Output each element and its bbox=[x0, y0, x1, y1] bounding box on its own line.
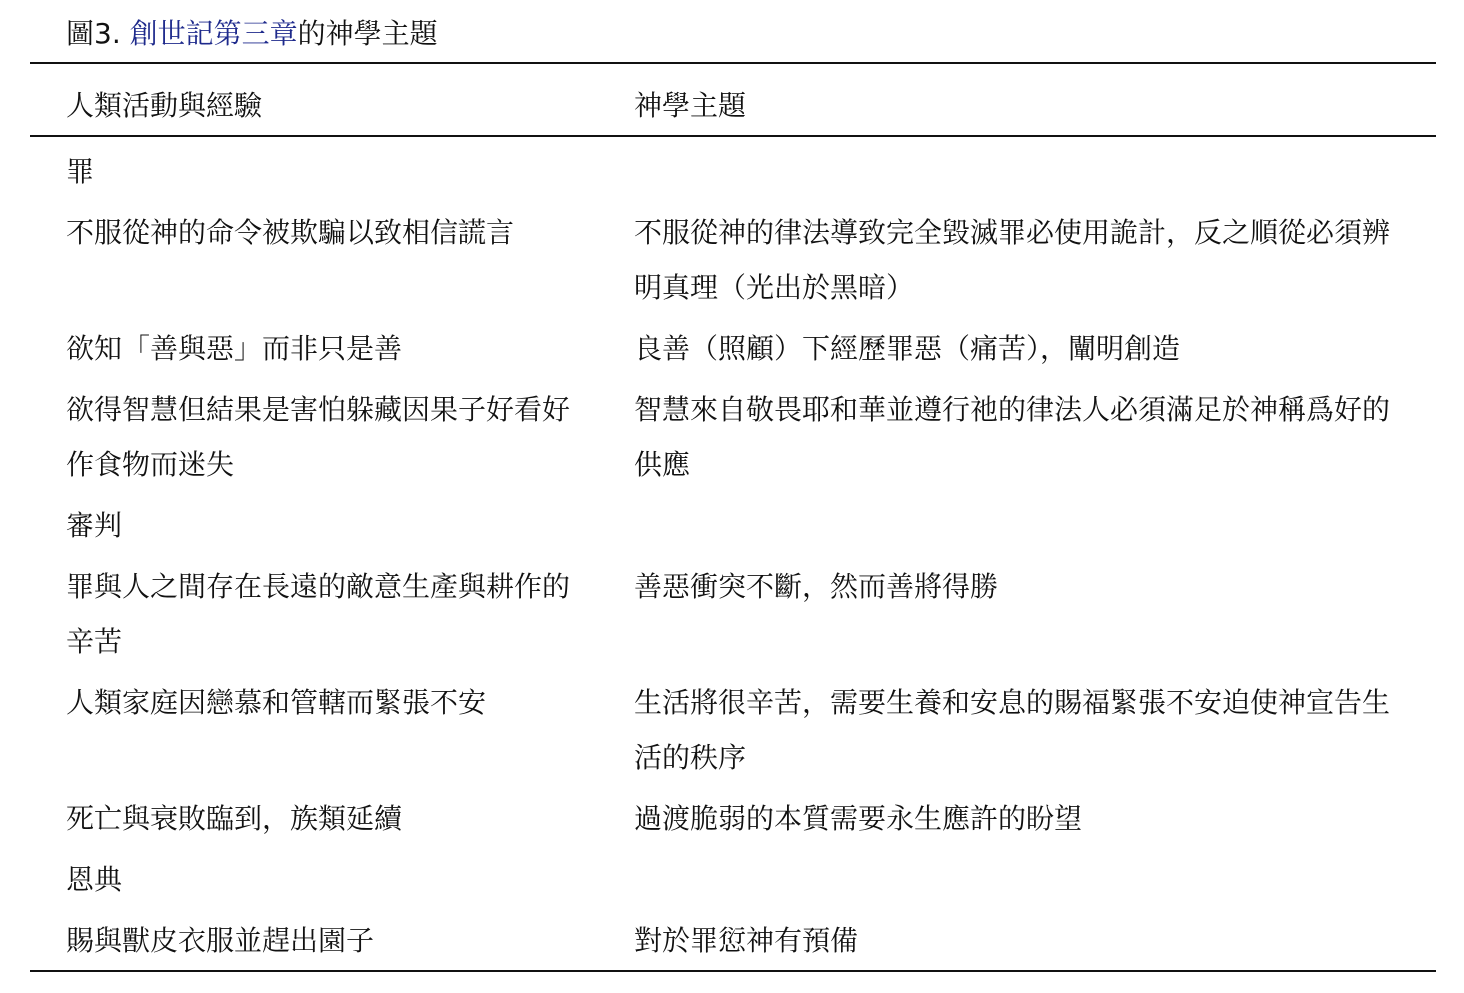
row-activity: 欲知「善與惡」而非只是善 bbox=[66, 332, 403, 365]
row-activity: 罪與人之間存在長遠的敵意生產與耕作的辛苦 bbox=[66, 570, 571, 658]
figure-caption bbox=[66, 12, 438, 56]
row-theme: 不服從神的律法導致完全毀滅罪必使用詭計，反之順從必須辨明真理（光出於黑暗） bbox=[634, 216, 1391, 304]
row-activity: 人類家庭因戀慕和管轄而緊張不安 bbox=[66, 686, 487, 719]
table-top-rule bbox=[30, 62, 1436, 64]
section-title-sin: 罪 bbox=[66, 155, 95, 188]
table-row bbox=[66, 913, 1436, 968]
row-activity: 死亡與衰敗臨到，族類延續 bbox=[66, 802, 403, 835]
section-grace bbox=[66, 852, 1436, 907]
row-activity: 不服從神的命令被欺騙以致相信謊言 bbox=[66, 216, 515, 249]
row-theme: 良善（照顧）下經歷罪惡（痛苦），闡明創造 bbox=[634, 332, 1181, 365]
row-theme: 生活將很辛苦，需要生養和安息的賜福緊張不安迫使神宣告生活的秩序 bbox=[634, 686, 1391, 774]
row-activity: 賜與獸皮衣服並趕出園子 bbox=[66, 924, 375, 957]
table-body bbox=[66, 144, 1436, 974]
section-title-judgment: 審判 bbox=[66, 509, 123, 542]
row-theme: 善惡衝突不斷，然而善將得勝 bbox=[634, 570, 999, 603]
table-row bbox=[66, 382, 1436, 492]
row-theme: 智慧來自敬畏耶和華並遵行祂的律法人必須滿足於神稱爲好的供應 bbox=[634, 393, 1391, 481]
caption-prefix: 圖3. bbox=[66, 17, 130, 50]
table-row bbox=[66, 205, 1436, 315]
row-theme: 對於罪愆神有預備 bbox=[634, 924, 859, 957]
table-row bbox=[66, 675, 1436, 785]
table-bottom-rule bbox=[30, 970, 1436, 972]
header-theological-theme: 神學主題 bbox=[634, 89, 747, 122]
row-activity: 欲得智慧但結果是害怕躲藏因果子好看好作食物而迷失 bbox=[66, 393, 571, 481]
caption-link[interactable]: 創世記第三章 bbox=[129, 17, 298, 50]
section-title-grace: 恩典 bbox=[66, 863, 123, 896]
table-row bbox=[66, 559, 1436, 669]
caption-suffix: 的神學主題 bbox=[297, 17, 438, 50]
section-judgment bbox=[66, 498, 1436, 553]
table-row bbox=[66, 791, 1436, 846]
row-theme: 過渡脆弱的本質需要永生應許的盼望 bbox=[634, 802, 1083, 835]
section-sin bbox=[66, 144, 1436, 199]
table-row bbox=[66, 321, 1436, 376]
table-header-rule bbox=[30, 135, 1436, 137]
header-human-activity: 人類活動與經驗 bbox=[66, 89, 263, 122]
